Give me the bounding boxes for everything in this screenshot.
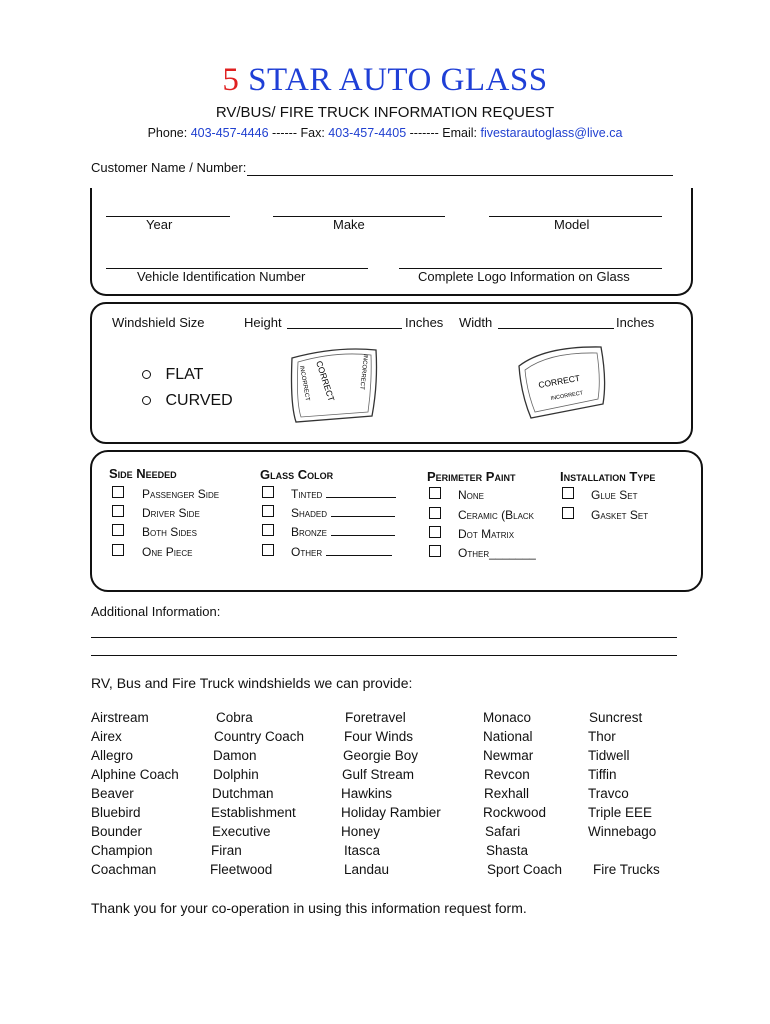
flat-radio[interactable] bbox=[142, 370, 151, 379]
tinted-field[interactable] bbox=[326, 497, 396, 498]
curved-option[interactable] bbox=[142, 392, 233, 410]
separator: ------ bbox=[272, 126, 298, 140]
checkbox[interactable] bbox=[429, 507, 441, 519]
brand-item: Alphine Coach bbox=[91, 767, 179, 782]
option-label: Shaded bbox=[291, 506, 328, 520]
checkbox[interactable] bbox=[262, 544, 274, 556]
checkbox[interactable] bbox=[112, 486, 124, 498]
email-label: Email: bbox=[442, 126, 477, 140]
option-label: Passenger Side bbox=[142, 487, 220, 501]
model-field[interactable] bbox=[489, 203, 662, 217]
glass-option[interactable] bbox=[262, 505, 395, 520]
brand-item: Airex bbox=[91, 729, 122, 744]
contact-line bbox=[0, 126, 770, 140]
year-field[interactable] bbox=[106, 203, 230, 217]
brand-item: Revcon bbox=[484, 767, 530, 782]
brand-item: Coachman bbox=[91, 862, 157, 877]
perimeter-option[interactable] bbox=[429, 526, 514, 541]
brand-item: Shasta bbox=[486, 843, 529, 858]
width-label: Width bbox=[459, 315, 493, 330]
fax-label: Fax: bbox=[300, 126, 325, 140]
windshield-size-label: Windshield Size bbox=[112, 315, 205, 330]
option-label: One Piece bbox=[142, 545, 193, 559]
option-label: Ceramic (Black bbox=[458, 508, 535, 522]
option-label: Glue Set bbox=[591, 488, 638, 502]
phone-number[interactable]: 403-457-4446 bbox=[190, 126, 269, 140]
brand-item: Triple EEE bbox=[588, 805, 653, 820]
brand-item: Four Winds bbox=[344, 729, 414, 744]
vin-field[interactable] bbox=[106, 255, 368, 269]
height-unit: Inches bbox=[405, 315, 444, 330]
install-option[interactable] bbox=[562, 507, 648, 522]
option-label: Other bbox=[291, 545, 323, 559]
brand-item: Airstream bbox=[91, 710, 149, 725]
brand-item: Safari bbox=[485, 824, 521, 839]
other-color-field[interactable] bbox=[326, 555, 392, 556]
checkbox[interactable] bbox=[262, 486, 274, 498]
brand-item: Tiffin bbox=[588, 767, 617, 782]
checkbox[interactable] bbox=[429, 526, 441, 538]
brand-item: Fire Trucks bbox=[593, 862, 660, 877]
flat-label: FLAT bbox=[165, 366, 204, 383]
logo-label: Complete Logo Information on Glass bbox=[418, 269, 630, 284]
provide-intro: RV, Bus and Fire Truck windshields we can provide: bbox=[91, 675, 413, 691]
additional-info-line[interactable] bbox=[91, 655, 677, 656]
brand-item: Rexhall bbox=[484, 786, 530, 801]
title-text: STAR AUTO GLASS bbox=[248, 62, 548, 98]
diagram-correct-label: CORRECT bbox=[537, 372, 581, 390]
curved-windshield-diagram bbox=[515, 344, 611, 424]
company-title bbox=[0, 62, 770, 99]
checkbox[interactable] bbox=[262, 524, 274, 536]
option-label: Tinted bbox=[291, 487, 323, 501]
shaded-field[interactable] bbox=[331, 516, 395, 517]
make-label: Make bbox=[333, 217, 365, 232]
email-link[interactable]: fivestarautoglass@live.ca bbox=[480, 126, 623, 140]
brand-item: Monaco bbox=[483, 710, 532, 725]
brand-item: Foretravel bbox=[345, 710, 406, 725]
option-label: None bbox=[458, 488, 485, 502]
option-label: Dot Matrix bbox=[458, 527, 515, 541]
brand-item: Dutchman bbox=[212, 786, 274, 801]
perimeter-paint-heading: Perimeter Paint bbox=[427, 469, 516, 484]
height-label: Height bbox=[244, 315, 282, 330]
brand-item: Damon bbox=[213, 748, 257, 763]
glass-option[interactable] bbox=[262, 524, 395, 539]
checkbox[interactable] bbox=[112, 505, 124, 517]
brand-item: Executive bbox=[212, 824, 271, 839]
side-option[interactable] bbox=[112, 544, 192, 559]
brand-item: Dolphin bbox=[213, 767, 259, 782]
brand-item: Suncrest bbox=[589, 710, 643, 725]
model-label: Model bbox=[554, 217, 590, 232]
brand-item: Allegro bbox=[91, 748, 134, 763]
brand-item: Newmar bbox=[483, 748, 534, 763]
width-unit: Inches bbox=[616, 315, 655, 330]
perimeter-option[interactable] bbox=[429, 545, 536, 560]
form-subtitle: RV/BUS/ FIRE TRUCK INFORMATION REQUEST bbox=[215, 104, 555, 121]
customer-label: Customer Name / Number: bbox=[91, 160, 247, 175]
checkbox[interactable] bbox=[429, 487, 441, 499]
checkbox[interactable] bbox=[562, 507, 574, 519]
side-option[interactable] bbox=[112, 505, 200, 520]
brand-item: Cobra bbox=[216, 710, 253, 725]
checkbox[interactable] bbox=[112, 524, 124, 536]
diagram-correct-label: CORRECT bbox=[314, 359, 337, 403]
brand-item: Champion bbox=[91, 843, 153, 858]
checkbox[interactable] bbox=[112, 544, 124, 556]
brand-item: Gulf Stream bbox=[342, 767, 415, 782]
brand-item: Winnebago bbox=[588, 824, 657, 839]
perimeter-option[interactable] bbox=[429, 487, 484, 502]
brand-item: Firan bbox=[211, 843, 242, 858]
vin-label: Vehicle Identification Number bbox=[137, 269, 306, 284]
brand-item: Thor bbox=[588, 729, 616, 744]
option-label: Both Sides bbox=[142, 525, 197, 539]
diagram-incorrect-label: INCORRECT bbox=[298, 365, 311, 402]
diagram-incorrect-label: INCORRECT bbox=[358, 353, 368, 390]
option-label: Gasket Set bbox=[591, 508, 649, 522]
customer-field[interactable] bbox=[247, 162, 673, 176]
brand-item: Sport Coach bbox=[487, 862, 563, 877]
side-needed-heading: Side Needed bbox=[109, 466, 177, 481]
brand-item: Fleetwood bbox=[210, 862, 273, 877]
logo-field[interactable] bbox=[399, 255, 662, 269]
option-label: Other_______ bbox=[458, 546, 536, 560]
side-option[interactable] bbox=[112, 524, 197, 539]
brand-item: Bounder bbox=[91, 824, 143, 839]
make-field[interactable] bbox=[273, 203, 445, 217]
brand-item: Itasca bbox=[344, 843, 381, 858]
option-label: Bronze bbox=[291, 525, 328, 539]
curved-label: CURVED bbox=[165, 392, 233, 409]
checkbox[interactable] bbox=[562, 487, 574, 499]
brand-item: Beaver bbox=[91, 786, 134, 801]
curved-radio[interactable] bbox=[142, 396, 151, 405]
glass-option[interactable] bbox=[262, 486, 396, 501]
brand-item: Bluebird bbox=[91, 805, 141, 820]
height-field[interactable] bbox=[287, 315, 402, 329]
diagram-incorrect-label: INCORRECT bbox=[550, 390, 584, 402]
flat-option[interactable] bbox=[142, 366, 203, 384]
brand-item: Establishment bbox=[211, 805, 296, 820]
brand-item: Holiday Rambier bbox=[341, 805, 441, 820]
brand-item: Honey bbox=[341, 824, 381, 839]
brand-item: Travco bbox=[588, 786, 629, 801]
thanks-note: Thank you for your co-operation in using this information request form. bbox=[91, 900, 527, 916]
width-field[interactable] bbox=[498, 315, 614, 329]
brand-item: Hawkins bbox=[341, 786, 393, 801]
brand-item: Rockwood bbox=[483, 805, 547, 820]
fax-number[interactable]: 403-457-4405 bbox=[328, 126, 407, 140]
brand-item: Georgie Boy bbox=[343, 748, 419, 763]
brand-item: National bbox=[483, 729, 533, 744]
phone-label: Phone: bbox=[147, 126, 188, 140]
checkbox[interactable] bbox=[429, 545, 441, 557]
brand-item: Country Coach bbox=[214, 729, 305, 744]
separator: ------- bbox=[409, 126, 439, 140]
option-label: Driver Side bbox=[142, 506, 200, 520]
installation-type-heading: Installation Type bbox=[560, 469, 656, 484]
year-label: Year bbox=[146, 217, 173, 232]
additional-info-line[interactable] bbox=[91, 637, 677, 638]
flat-windshield-diagram bbox=[286, 344, 384, 428]
checkbox[interactable] bbox=[262, 505, 274, 517]
side-option[interactable] bbox=[112, 486, 219, 501]
title-number: 5 bbox=[222, 62, 240, 98]
install-option[interactable] bbox=[562, 487, 637, 502]
brand-item: Landau bbox=[344, 862, 390, 877]
glass-option[interactable] bbox=[262, 544, 392, 559]
glass-color-heading: Glass Color bbox=[260, 467, 334, 482]
brand-item: Tidwell bbox=[588, 748, 630, 763]
bronze-field[interactable] bbox=[331, 535, 395, 536]
perimeter-option[interactable] bbox=[429, 507, 534, 522]
additional-info-label: Additional Information: bbox=[91, 604, 221, 619]
